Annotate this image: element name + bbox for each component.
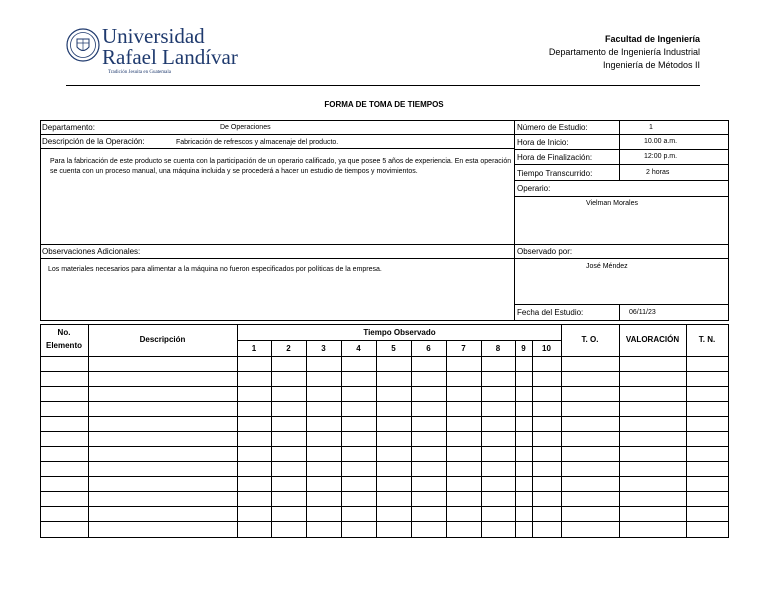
operation-description: Para la fabricación de este producto se cuenta con la participación de un operario calificado, ya que posee 5 años de experiencia. En esta operación se cuenta con un proceso manual, una máquina incluida y se procederá a hacer un estudio de tiempos y movimientos. xyxy=(50,158,512,175)
operation-value: Fabricación de refrescos y almacenaje del producto. xyxy=(176,139,339,146)
observations-text: Los materiales necesarios para alimentar a la máquina no fueron especificados por políticas de la empresa. xyxy=(48,266,382,273)
university-tagline: Tradición Jesuita en Guatemala xyxy=(108,70,171,75)
col-header-description: Descripción xyxy=(139,335,186,344)
col-reading-7: 7 xyxy=(461,344,466,353)
col-reading-4: 4 xyxy=(356,344,361,353)
table-row xyxy=(40,416,729,417)
table-row xyxy=(40,491,729,492)
table-row xyxy=(40,537,729,538)
col-reading-2: 2 xyxy=(286,344,291,353)
table-row xyxy=(40,431,729,432)
university-name-line1: Universidad xyxy=(102,24,205,48)
col-reading-3: 3 xyxy=(321,344,326,353)
start-time-value: 10.00 a.m. xyxy=(644,138,678,145)
table-row xyxy=(40,476,729,477)
department-label: Departamento: xyxy=(42,123,95,132)
operator-label: Operario: xyxy=(517,184,551,193)
department-value: De Operaciones xyxy=(220,124,271,131)
col-header-tn: T. N. xyxy=(698,335,716,344)
operation-label: Descripción de la Operación: xyxy=(42,137,145,146)
col-reading-8: 8 xyxy=(495,344,501,353)
header-divider xyxy=(66,85,700,86)
col-header-element: Elemento xyxy=(45,341,82,350)
col-reading-9: 9 xyxy=(521,344,526,353)
start-time-label: Hora de Inicio: xyxy=(517,138,569,147)
study-date-value: 06/11/23 xyxy=(629,309,656,316)
faculty-title: Facultad de Ingeniería xyxy=(604,34,700,44)
university-name-line2: Rafael Landívar xyxy=(102,45,238,69)
study-number-label: Número de Estudio: xyxy=(517,123,588,132)
study-number-value: 1 xyxy=(649,124,653,131)
operator-value: Vielman Morales xyxy=(586,200,639,207)
observer-label: Observado por: xyxy=(517,247,573,256)
col-header-no: No. xyxy=(57,328,71,337)
col-reading-1: 1 xyxy=(251,344,257,353)
elapsed-time-label: Tiempo Transcurrido: xyxy=(517,169,593,178)
table-row xyxy=(40,461,729,462)
col-reading-5: 5 xyxy=(391,344,396,353)
col-header-to: T. O. xyxy=(581,335,599,344)
study-date-label: Fecha del Estudio: xyxy=(517,308,584,317)
course-title: Ingeniería de Métodos II xyxy=(602,60,700,70)
form-title: FORMA DE TOMA DE TIEMPOS xyxy=(324,100,444,109)
col-reading-10: 10 xyxy=(542,344,551,353)
observer-value: José Méndez xyxy=(586,263,628,270)
table-row xyxy=(40,386,729,387)
observations-label: Observaciones Adicionales: xyxy=(42,247,141,256)
table-row xyxy=(40,356,729,357)
table-row xyxy=(40,371,729,372)
department-title: Departamento de Ingeniería Industrial xyxy=(548,47,700,57)
table-row xyxy=(40,506,729,507)
university-seal-logo xyxy=(66,28,100,62)
table-row xyxy=(40,521,729,522)
elapsed-time-value: 2 horas xyxy=(646,169,670,176)
table-row xyxy=(40,401,729,402)
col-header-rating: VALORACIÓN xyxy=(625,335,680,344)
end-time-value: 12:00 p.m. xyxy=(644,153,678,160)
col-header-observed-time: Tiempo Observado xyxy=(363,328,436,337)
end-time-label: Hora de Finalización: xyxy=(517,153,593,162)
col-reading-6: 6 xyxy=(426,344,431,353)
table-row xyxy=(40,446,729,447)
